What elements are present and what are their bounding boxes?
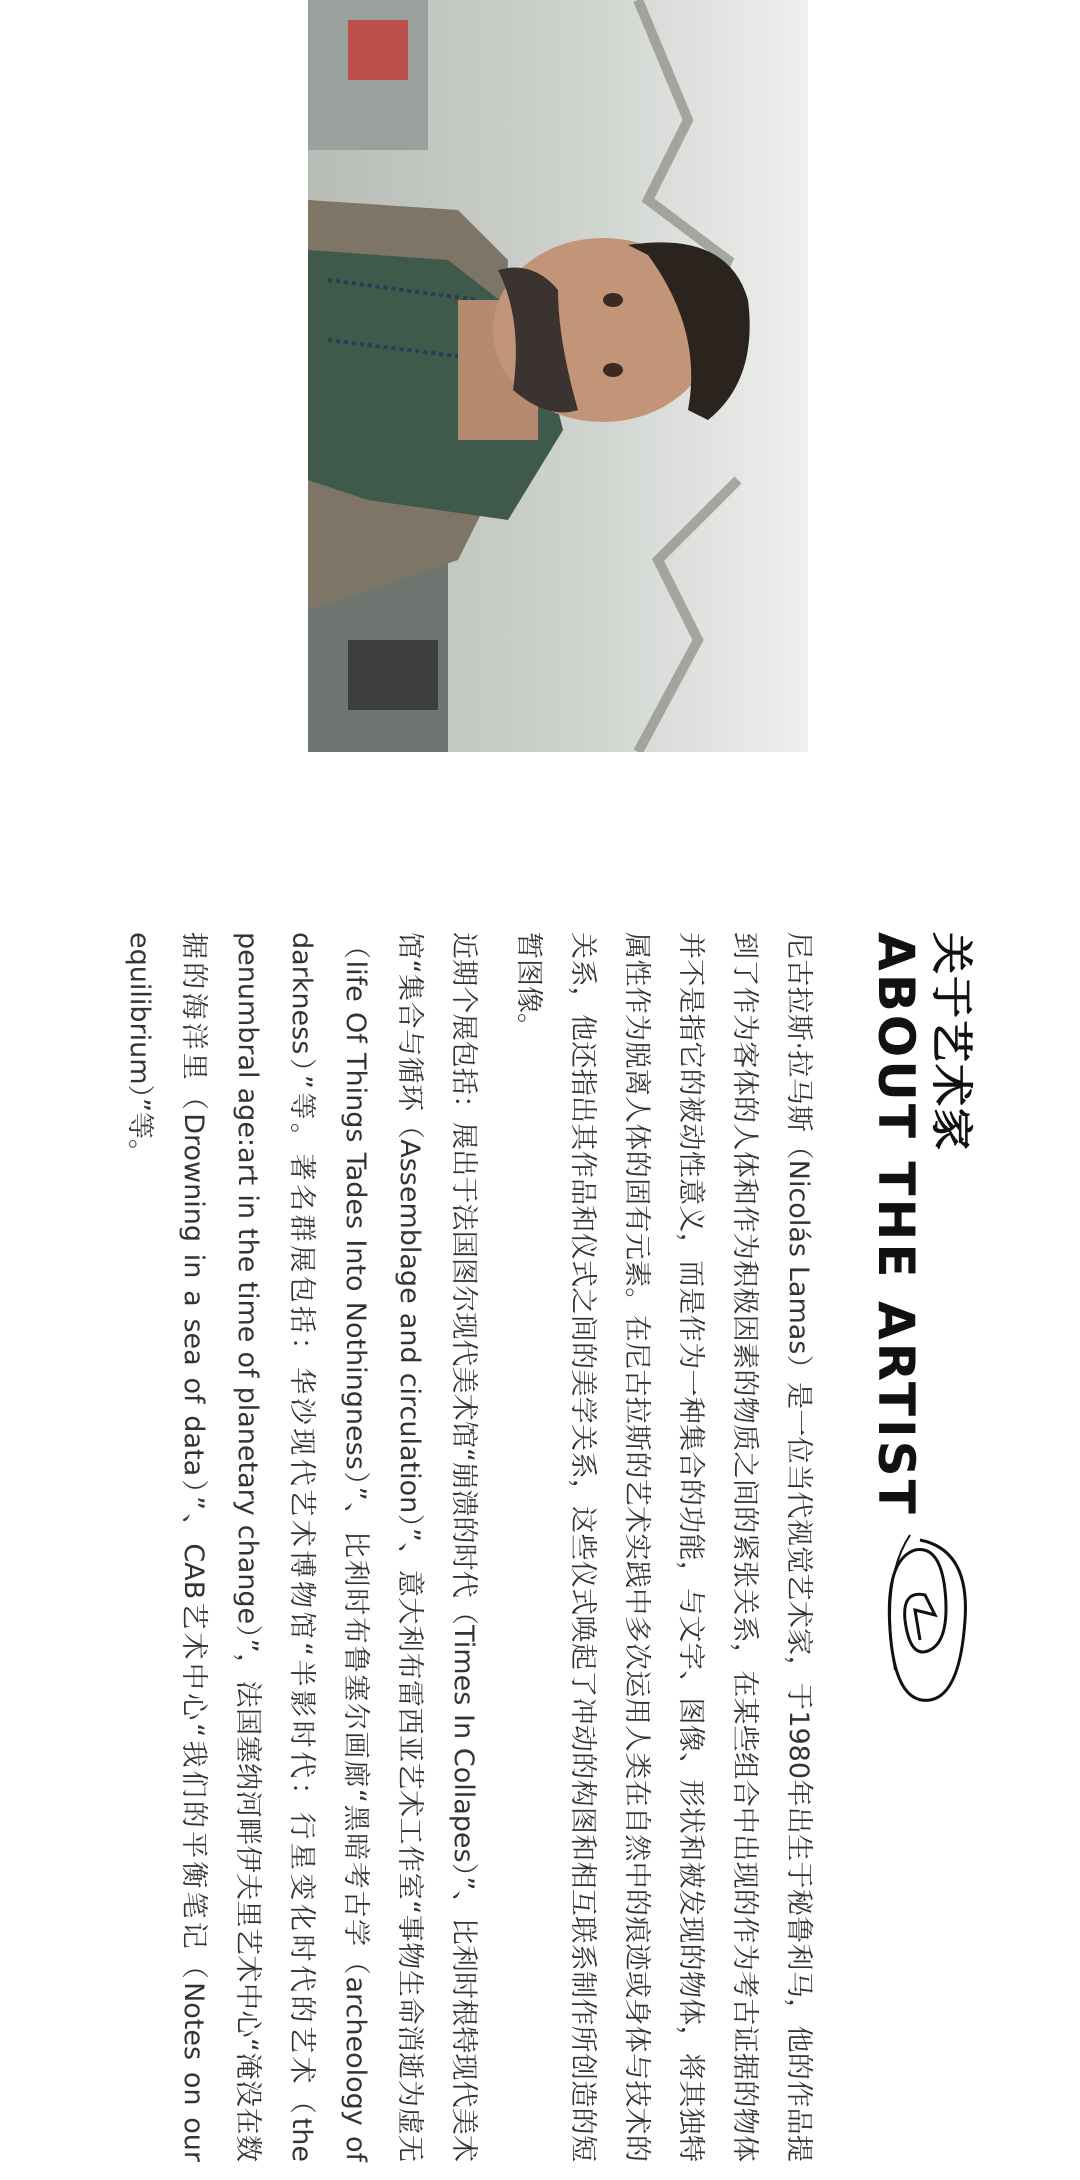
signature-icon bbox=[870, 1520, 990, 1720]
artist-portrait-image bbox=[308, 0, 808, 752]
section-heading bbox=[866, 932, 976, 1517]
title-english: ABOUT THE ARTIST bbox=[867, 932, 925, 1517]
exhibitions-paragraph: 近期个展包括：展出于法国图尔现代美术馆“崩溃的时代（Times In Collapes）”、比利时根特现代美术馆“集合与循环（Assemblage and circulation）”、意大利布雷西亚艺术工作室“事物生命消逝为虚无（life Of Things Tades Into Nothingness）”、比利时布鲁塞尔画廊“黑暗考古学（archeology of darkness）”等。著名群展包括：华沙现代艺术博物馆“半影时代：行星变化时代的艺术（the penumbral age:art in the time of planetary change）”，法国塞纳河畔伊夫里艺术中心“淹没在数据的海洋里（Drowning in a sea of data）”、CAB艺术中心“我们的平衡笔记（Notes on our equilibrium）”等。 bbox=[124, 932, 479, 2162]
title-chinese: 关于艺术家 bbox=[927, 932, 976, 1153]
about-artist-section bbox=[0, 920, 1000, 2180]
artist-photo bbox=[308, 0, 808, 752]
bio-paragraph: 尼古拉斯·拉马斯（Nicolás Lamas）是一位当代视觉艺术家，于1980年出生于秘鲁利马，他的作品提到了作为客体的人体和作为积极因素的物质之间的紧张关系，在某些组合中出现的作为考古证据的物体并不是指它的被动性意义，而是作为一种集合的功能，与文字、图像、形状和被发现的物体，将其独特属性作为脱离人体的固有元素。在尼古拉斯的艺术实践中多次运用人类在自然中的痕迹或身体与技术的关系，他还指出其作品和仪式之间的美学关系，这些仪式唤起了冲动的构图和相互联系制作所创造的短暂图像。 bbox=[513, 932, 814, 2162]
